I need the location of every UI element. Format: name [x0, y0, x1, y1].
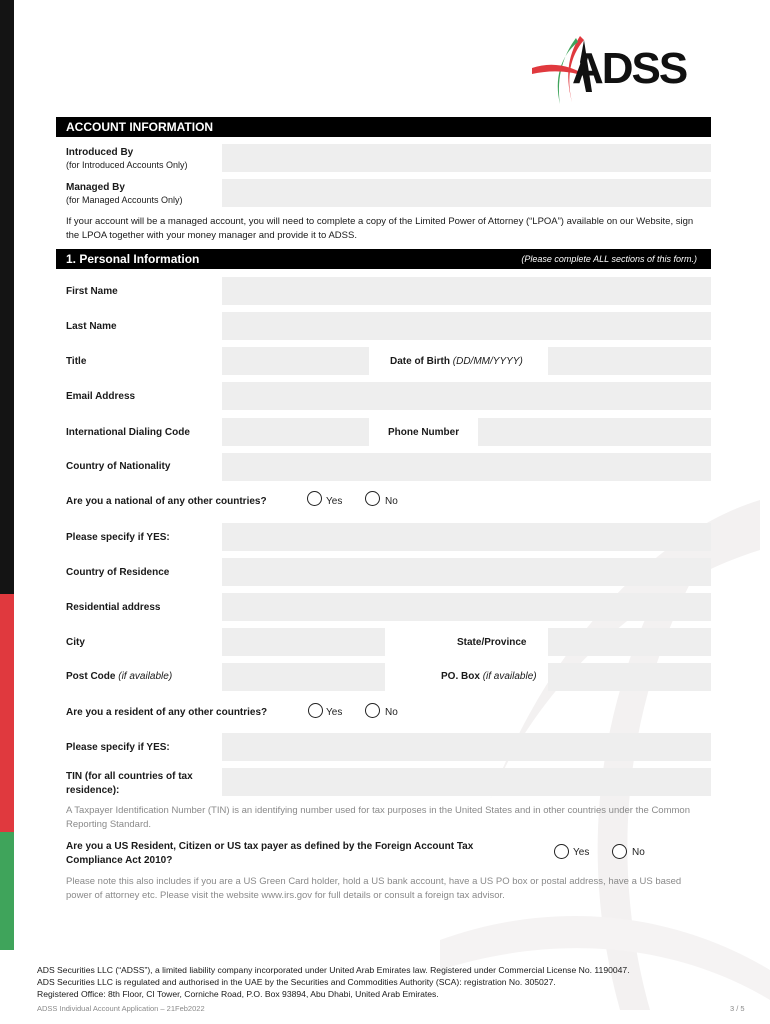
- phone-field[interactable]: [478, 418, 711, 446]
- side-stripe-black: [0, 0, 14, 594]
- post-code-field[interactable]: [222, 663, 385, 691]
- page-number: 3 / 5: [730, 1004, 745, 1013]
- specify-national-label: Please specify if YES:: [66, 532, 170, 543]
- city-field[interactable]: [222, 628, 385, 656]
- dial-code-field[interactable]: [222, 418, 369, 446]
- personal-info-title: 1. Personal Information: [66, 252, 200, 266]
- other-national-no-label: No: [385, 496, 398, 507]
- other-resident-label: Are you a resident of any other countries?: [66, 707, 268, 718]
- other-resident-yes-radio[interactable]: [308, 703, 323, 718]
- other-national-no-radio[interactable]: [365, 491, 380, 506]
- footer-line-1: ADS Securities LLC (“ADSS”), a limited liability company incorporated under United Arab Emirates law. Registered under Commercial License No. 1190047.: [37, 965, 630, 975]
- personal-info-header: [56, 249, 711, 269]
- other-resident-yes-label: Yes: [326, 707, 343, 718]
- address-label: Residential address: [66, 602, 161, 613]
- residence-field[interactable]: [222, 558, 711, 586]
- phone-label: Phone Number: [388, 427, 460, 438]
- specify-resident-field[interactable]: [222, 733, 711, 761]
- last-name-field[interactable]: [222, 312, 711, 340]
- side-stripe-red: [0, 594, 14, 832]
- account-info-title: ACCOUNT INFORMATION: [66, 120, 214, 134]
- dob-label: Date of Birth (DD/MM/YYYY): [390, 356, 523, 367]
- nationality-label: Country of Nationality: [66, 461, 171, 472]
- managed-by-field[interactable]: [222, 179, 711, 207]
- first-name-label: First Name: [66, 286, 118, 297]
- us-tax-no-label: No: [632, 847, 645, 858]
- account-info-header: [56, 117, 711, 137]
- us-tax-yes-label: Yes: [573, 847, 590, 858]
- lpoa-note: If your account will be a managed account, you will need to complete a copy of the Limited Power of Attorney (“LPOA”) available on our Website, sign the LPOA together with your money manager and provide it to ADSS.: [66, 216, 694, 241]
- email-label: Email Address: [66, 391, 136, 402]
- introduced-by-field[interactable]: [222, 144, 711, 172]
- us-tax-note: Please note this also includes if you are a US Green Card holder, hold a US bank account, have a US PO box or postal address, have a US based power of attorney etc. Please visit the website www.irs.gov for full details or consult a foreign tax advisor.: [66, 876, 682, 901]
- other-national-label: Are you a national of any other countries?: [66, 496, 267, 507]
- tin-label: TIN (for all countries of tax residence):: [66, 771, 193, 796]
- dob-field[interactable]: [548, 347, 711, 375]
- footer-line-3: Registered Office: 8th Floor, CI Tower, Corniche Road, P.O. Box 93894, Abu Dhabi, United Arab Emirates.: [37, 989, 439, 999]
- other-resident-no-label: No: [385, 707, 398, 718]
- us-tax-no-radio[interactable]: [612, 844, 627, 859]
- po-box-field[interactable]: [548, 663, 711, 691]
- other-national-yes-radio[interactable]: [307, 491, 322, 506]
- specify-national-field[interactable]: [222, 523, 711, 551]
- residence-label: Country of Residence: [66, 567, 170, 578]
- footer-doc-ref: ADSS Individual Account Application – 21Feb2022: [37, 1004, 205, 1013]
- title-field[interactable]: [222, 347, 369, 375]
- managed-by-label: Managed By (for Managed Accounts Only): [66, 182, 183, 205]
- other-resident-no-radio[interactable]: [365, 703, 380, 718]
- personal-info-note: (Please complete ALL sections of this form.): [521, 254, 697, 264]
- state-label: State/Province: [457, 637, 527, 648]
- po-box-label: PO. Box (if available): [441, 671, 537, 682]
- tin-field[interactable]: [222, 768, 711, 796]
- post-code-label: Post Code (if available): [66, 671, 173, 682]
- last-name-label: Last Name: [66, 321, 117, 332]
- us-tax-question: Are you a US Resident, Citizen or US tax payer as defined by the Foreign Account Tax Compliance Act 2010?: [66, 841, 474, 866]
- first-name-field[interactable]: [222, 277, 711, 305]
- dial-code-label: International Dialing Code: [66, 427, 190, 438]
- city-label: City: [66, 637, 85, 648]
- side-stripe-green: [0, 832, 14, 950]
- footer-line-2: ADS Securities LLC is regulated and authorised in the UAE by the Securities and Commodities Authority (SCA): registration No. 305027.: [37, 977, 556, 987]
- nationality-field[interactable]: [222, 453, 711, 481]
- other-national-yes-label: Yes: [326, 496, 343, 507]
- state-field[interactable]: [548, 628, 711, 656]
- logo-text: ADSS: [572, 44, 687, 93]
- address-field[interactable]: [222, 593, 711, 621]
- title-label: Title: [66, 356, 87, 367]
- specify-resident-label: Please specify if YES:: [66, 742, 170, 753]
- introduced-by-label: Introduced By (for Introduced Accounts Only): [66, 147, 188, 170]
- footer-legal: [37, 964, 737, 1000]
- tin-note: A Taxpayer Identification Number (TIN) is an identifying number used for tax purposes in the United States and in other countries under the Common Reporting Standard.: [66, 805, 690, 830]
- us-tax-yes-radio[interactable]: [554, 844, 569, 859]
- email-field[interactable]: [222, 382, 711, 410]
